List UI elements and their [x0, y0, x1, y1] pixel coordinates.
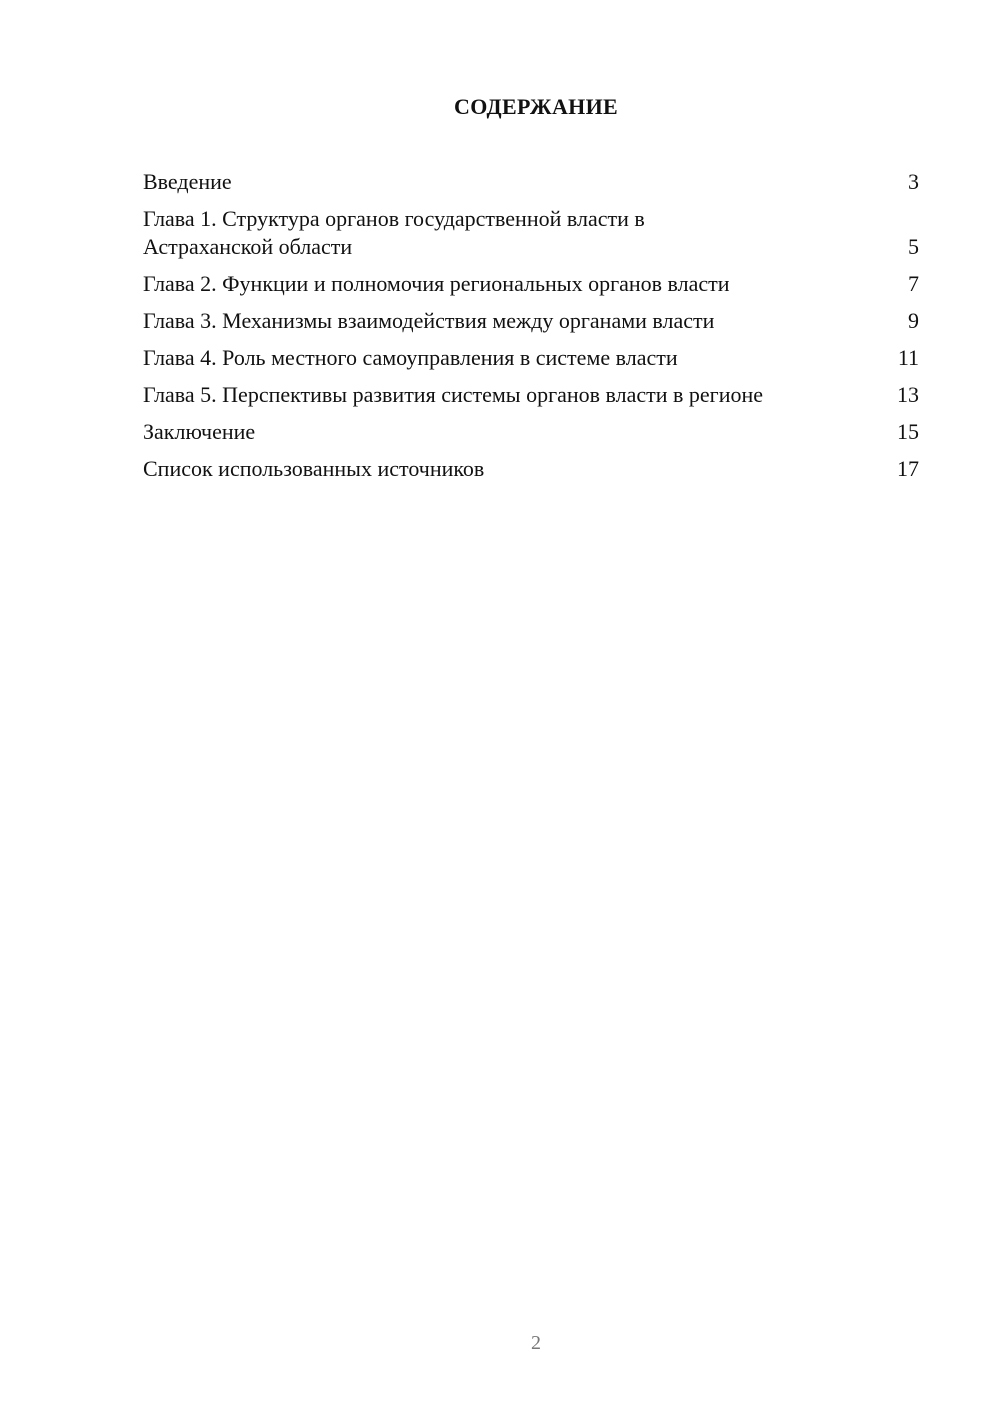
toc-entry-label: Заключение	[143, 419, 256, 444]
toc-entry-chapter-1	[143, 205, 919, 261]
toc-entry-label: Глава 4. Роль местного самоуправления в системе власти	[143, 345, 678, 370]
toc-title: СОДЕРЖАНИЕ	[454, 94, 618, 119]
toc-entry-page: 17	[897, 456, 919, 481]
toc-entry-label: Введение	[143, 169, 232, 194]
toc-entry-label: Глава 2. Функции и полномочия региональных органов власти	[143, 271, 730, 296]
toc-entry-introduction	[143, 168, 919, 196]
toc-entry-label: Глава 1. Структура органов государственной власти в Астраханской области	[143, 206, 645, 259]
toc-entry-chapter-4	[143, 344, 919, 372]
toc-entry-label: Список использованных источников	[143, 456, 485, 481]
toc-entry-page: 7	[908, 271, 919, 296]
toc-entry-references	[143, 455, 919, 483]
toc-entry-label: Глава 5. Перспективы развития системы органов власти в регионе	[143, 382, 764, 407]
toc-entry-chapter-3	[143, 307, 919, 335]
toc-entry-page: 15	[897, 419, 919, 444]
toc-entry-page: 3	[908, 169, 919, 194]
toc-entry-chapter-5	[143, 381, 919, 409]
toc-entry-page: 9	[908, 308, 919, 333]
toc-entry-conclusion	[143, 418, 919, 446]
toc-entry-chapter-2	[143, 270, 919, 298]
table-of-contents	[143, 168, 919, 492]
toc-entry-label: Глава 3. Механизмы взаимодействия между органами власти	[143, 308, 715, 333]
page-number: 2	[531, 1332, 541, 1354]
toc-entry-page: 11	[897, 345, 919, 370]
toc-entry-page: 5	[908, 234, 919, 259]
toc-entry-page: 13	[897, 382, 919, 407]
